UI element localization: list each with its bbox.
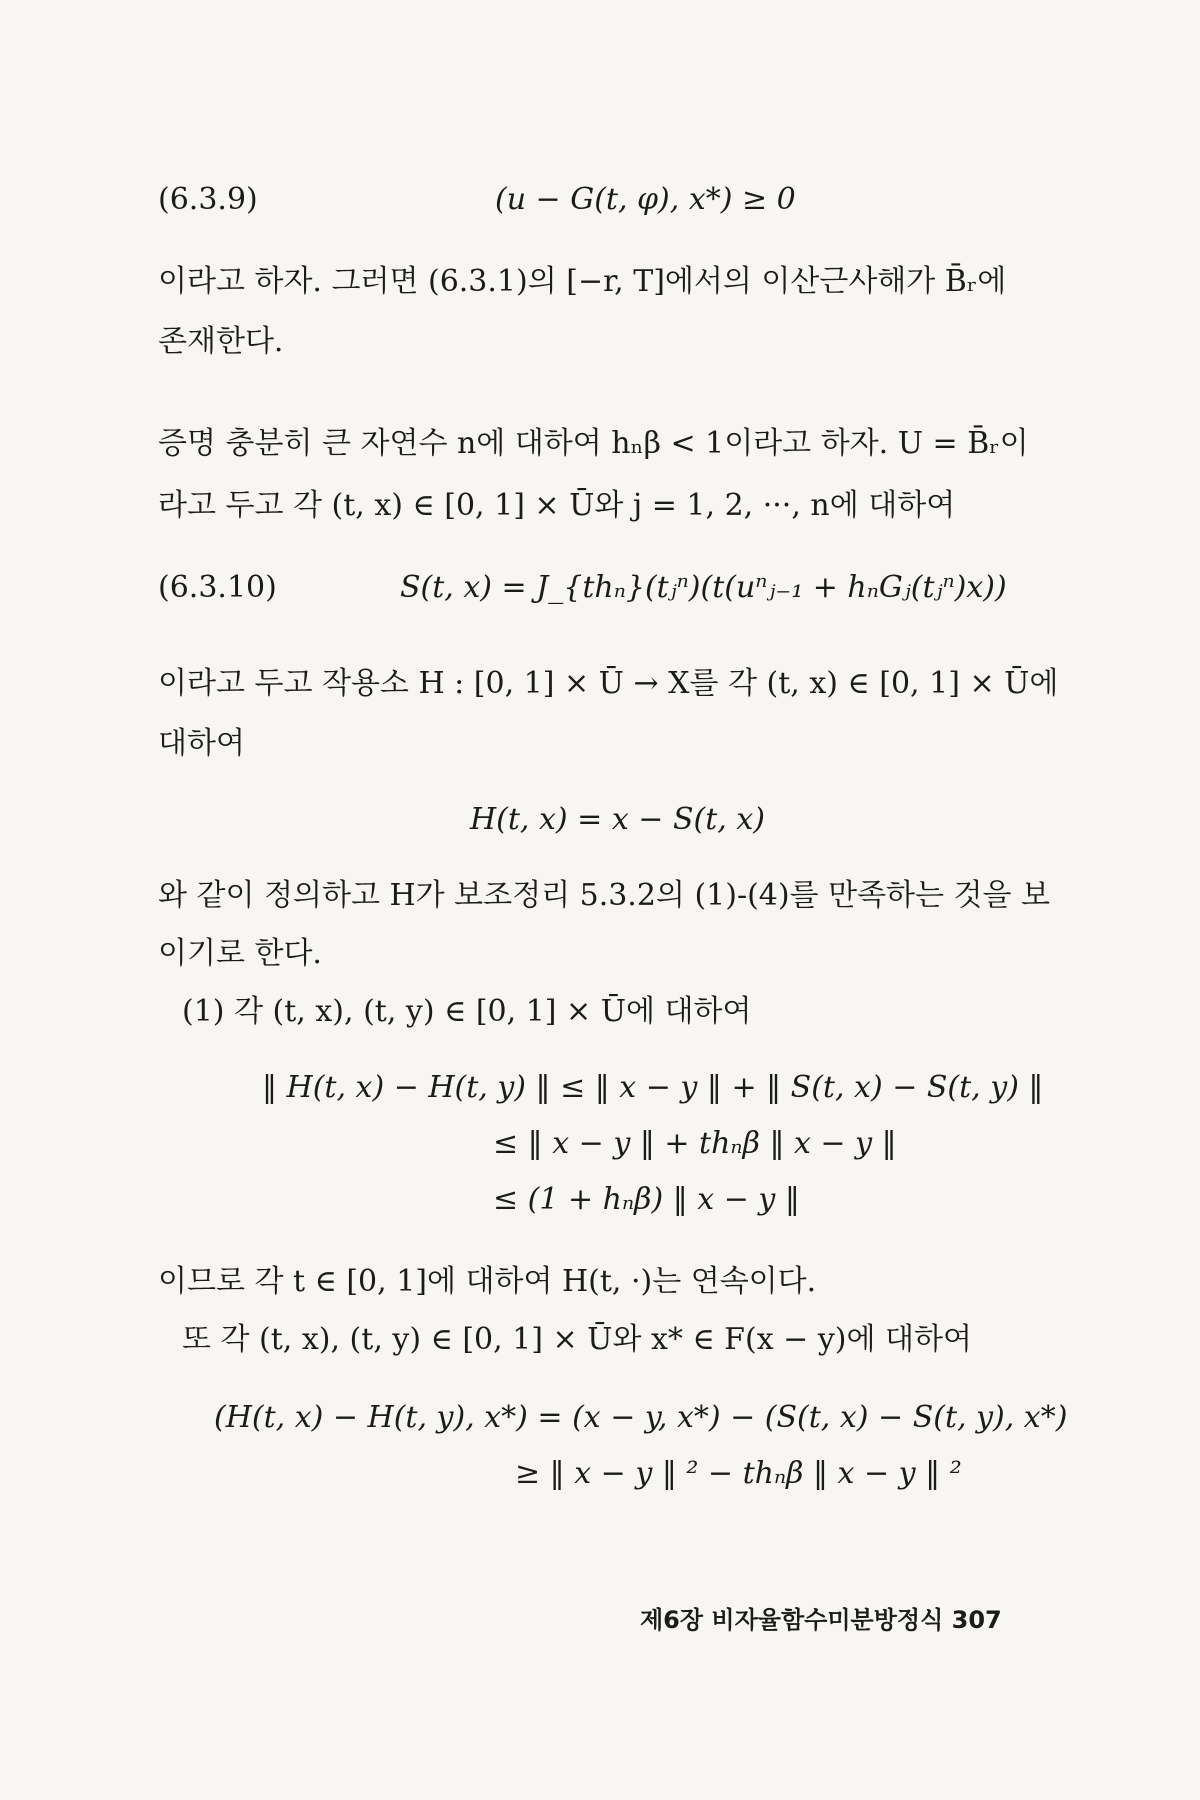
equation-inner-1: (H(t, x) − H(t, y), x*) = (x − y, x*) − (S(t, x) − S(t, y), x*) [214,1400,1068,1435]
paragraph-line: 존재한다. [158,324,284,359]
equation-6-3-10: S(t, x) = J_{thₙ}(tⱼⁿ)(t(uⁿⱼ₋₁ + hₙGⱼ(tⱼⁿ)x)) [400,570,1007,605]
paragraph-line: 이라고 하자. 그러면 (6.3.1)의 [−r, T]에서의 이산근사해가 B̄ᵣ에 [158,264,1007,299]
paragraph-line: 대하여 [158,726,245,761]
equation-norm-1: ‖ H(t, x) − H(t, y) ‖ ≤ ‖ x − y ‖ + ‖ S(t, x) − S(t, y) ‖ [262,1070,1044,1105]
equation-h-definition: H(t, x) = x − S(t, x) [470,802,765,837]
paragraph-line: 이기로 한다. [158,936,322,971]
paragraph-line: 라고 두고 각 (t, x) ∈ [0, 1] × Ū와 j = 1, 2, ···, n에 대하여 [158,488,956,523]
equation-norm-2: ≤ ‖ x − y ‖ + thₙβ ‖ x − y ‖ [493,1126,897,1161]
equation-number: (6.3.10) [158,570,277,605]
item-line: (1) 각 (t, x), (t, y) ∈ [0, 1] × Ū에 대하여 [182,994,752,1029]
paragraph-line: 와 같이 정의하고 H가 보조정리 5.3.2의 (1)-(4)를 만족하는 것을 보 [158,878,1051,913]
proof-line: 증명 충분히 큰 자연수 n에 대하여 hₙβ < 1이라고 하자. U = B̄ᵣ이 [158,426,1029,461]
equation-norm-3: ≤ (1 + hₙβ) ‖ x − y ‖ [493,1182,800,1217]
page-footer: 제6장 비자율함수미분방정식 307 [640,1606,1002,1634]
equation-number: (6.3.9) [158,182,258,217]
paragraph-line: 이므로 각 t ∈ [0, 1]에 대하여 H(t, ·)는 연속이다. [158,1264,817,1299]
equation-inner-2: ≥ ‖ x − y ‖ ² − thₙβ ‖ x − y ‖ ² [515,1456,962,1491]
equation-6-3-9: (u − G(t, φ), x*) ≥ 0 [495,182,796,217]
paragraph-line: 또 각 (t, x), (t, y) ∈ [0, 1] × Ū와 x* ∈ F(x − y)에 대하여 [182,1322,972,1357]
paragraph-line: 이라고 두고 작용소 H : [0, 1] × Ū → X를 각 (t, x) ∈ [0, 1] × Ū에 [158,666,1059,701]
